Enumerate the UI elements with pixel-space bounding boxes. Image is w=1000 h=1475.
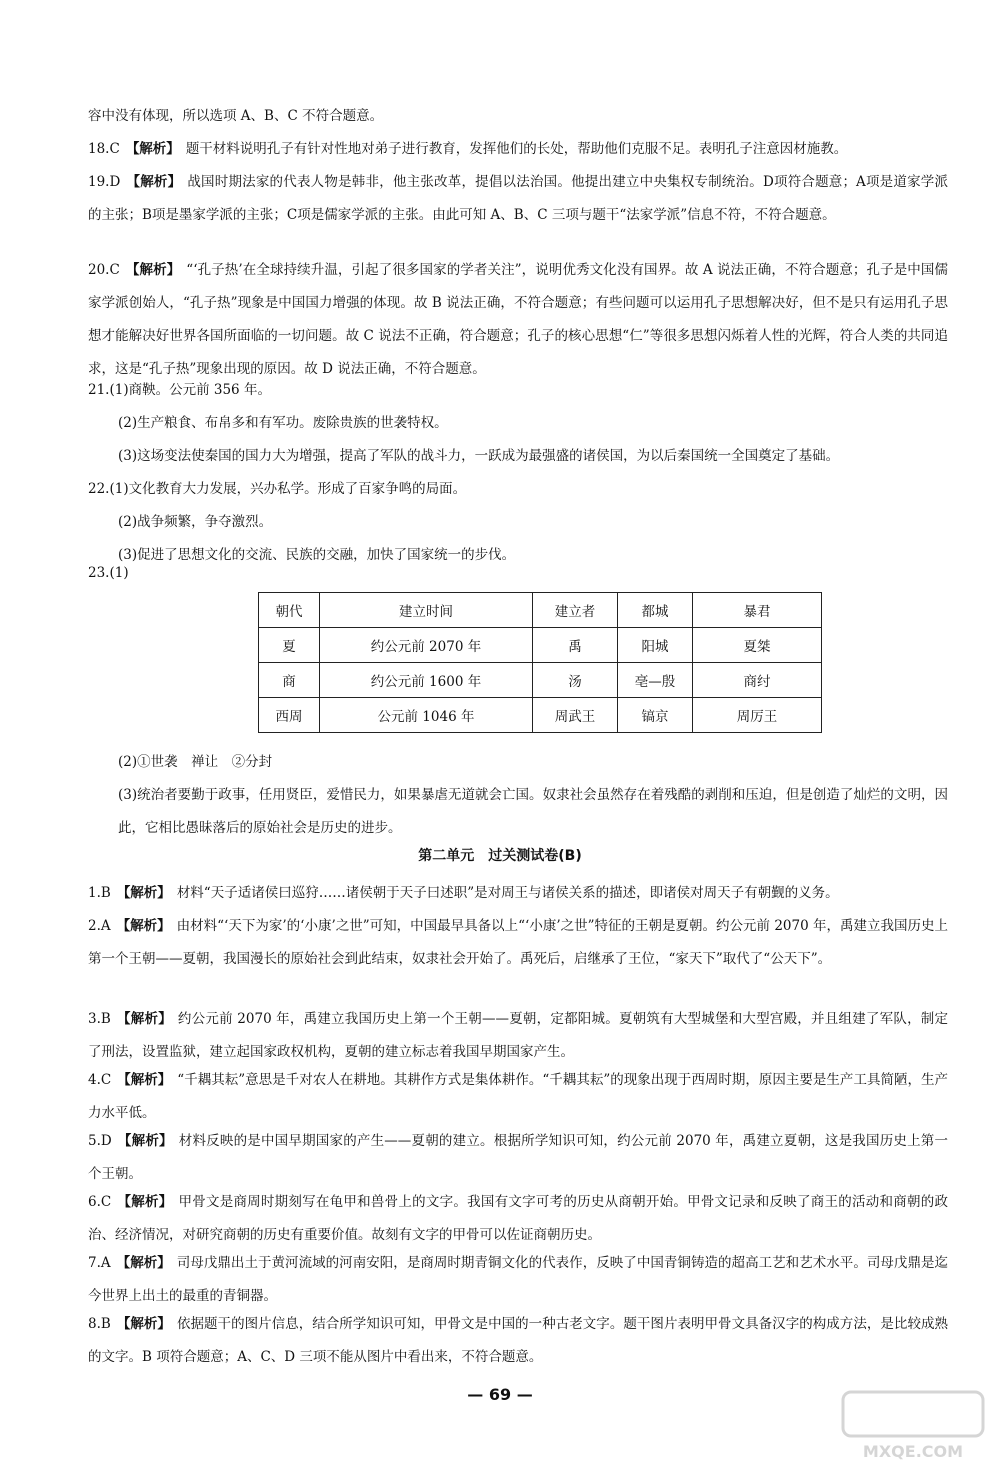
answer-text: “千耦其耘”意思是千对农人在耕地。其耕作方式是集体耕作。“千耦其耘”的现象出现于西周时期，原因主要是生产工具简陋，生产力水平低。 [88, 1072, 949, 1121]
answer-b3 [88, 1003, 948, 1069]
answer-text: 甲骨文是商周时期刻写在龟甲和兽骨上的文字。我国有文字可考的历史从商朝开始。甲骨文记录和反映了商王的活动和商朝的政治、经济情况，对研究商朝的历史有重要价值。故刻有文字的甲骨可以佐证商朝历史。 [88, 1194, 949, 1243]
analysis-tag: 【解析】 [116, 1255, 171, 1271]
analysis-tag: 【解析】 [125, 141, 180, 157]
answer-23-1: 23.(1) [88, 565, 129, 581]
analysis-tag: 【解析】 [116, 918, 171, 934]
analysis-tag: 【解析】 [116, 1011, 172, 1027]
dynasty-table [258, 592, 822, 733]
answer-number: 6.C [88, 1194, 112, 1210]
table-row [259, 698, 822, 733]
answer-b6 [88, 1186, 948, 1252]
analysis-tag: 【解析】 [117, 1194, 173, 1210]
answer-23-3: (3)统治者要勤于政事，任用贤臣，爱惜民力，如果暴虐无道就会亡国。奴隶社会虽然存在着残酷的剥削和压迫，但是创造了灿烂的文明，因此，它相比愚昧落后的原始社会是历史的进步。 [118, 787, 948, 836]
answer-number: 18.C [88, 141, 120, 157]
answer-number: 5.D [88, 1133, 112, 1149]
table-cell: 夏 [259, 628, 320, 663]
table-cell: 约公元前 2070 年 [320, 628, 533, 663]
answer-b1 [88, 877, 948, 910]
table-cell: 周武王 [533, 698, 618, 733]
table-cell: 禹 [533, 628, 618, 663]
answer-b2 [88, 910, 948, 976]
answer-22-2: (2)战争频繁，争夺激烈。 [118, 514, 273, 530]
answer-20 [88, 254, 948, 386]
table-cell: 夏桀 [693, 628, 822, 663]
answer-text: 依据题干的图片信息，结合所学知识可知，甲骨文是中国的一种古老文字。题干图片表明甲骨文具备汉字的构成方法，是比较成熟的文字。B 项符合题意；A、C、D 三项不能从图片中看出来，不符合题意。 [88, 1316, 949, 1365]
text: 容中没有体现，所以选项 A、B、C 不符合题意。 [88, 108, 384, 124]
table-cell: 周厉王 [693, 698, 822, 733]
section-title: 第二单元 过关测试卷(B) [418, 848, 582, 864]
analysis-tag: 【解析】 [117, 1072, 172, 1088]
table-cell: 西周 [259, 698, 320, 733]
answer-text: 由材料“‘天下为家’的‘小康’之世”可知，中国最早具备以上“‘小康’之世”特征的王朝是夏朝。约公元前 2070 年，禹建立我国历史上第一个王朝——夏朝，我国漫长的原始社会到此结束，奴隶社会开始了。禹死后，启继承了王位，“家天下”取代了“公天下”。 [88, 918, 949, 967]
table-cell: 镐京 [618, 698, 693, 733]
answer-text: 材料反映的是中国早期国家的产生——夏朝的建立。根据所学知识可知，约公元前 2070 年，禹建立夏朝，这是我国历史上第一个王朝。 [88, 1133, 949, 1182]
page-number: — 69 — [467, 1385, 533, 1404]
watermark-logo [838, 1387, 988, 1467]
answer-number: 8.B [88, 1316, 111, 1332]
table-cell: 约公元前 1600 年 [320, 663, 533, 698]
table-row [259, 663, 822, 698]
answer-text: 约公元前 2070 年，禹建立我国历史上第一个王朝——夏朝，定都阳城。夏朝筑有大型城堡和大型宫殿，并且组建了军队，制定了刑法，设置监狱，建立起国家政权机构，夏朝的建立标志着我国早期国家产生。 [88, 1011, 949, 1060]
answer-text: 题干材料说明孔子有针对性地对弟子进行教育，发挥他们的长处，帮助他们克服不足。表明孔子注意因材施教。 [185, 141, 848, 157]
answer-number: 1.B [88, 885, 111, 901]
table-header-cell: 朝代 [259, 593, 320, 628]
answer-number: 7.A [88, 1255, 111, 1271]
answer-23-2: (2)①世袭 禅让 ②分封 [118, 754, 273, 770]
analysis-tag: 【解析】 [126, 174, 182, 190]
answer-22-1: 22.(1)文化教育大力发展，兴办私学。形成了百家争鸣的局面。 [88, 481, 467, 497]
answer-number: 4.C [88, 1072, 112, 1088]
answer-21-1: 21.(1)商鞅。公元前 356 年。 [88, 382, 271, 398]
table-cell: 亳—殷 [618, 663, 693, 698]
answer-22-3: (3)促进了思想文化的交流、民族的交融，加快了国家统一的步伐。 [118, 547, 516, 563]
answer-b8 [88, 1308, 948, 1374]
answer-21-3: (3)这场变法使秦国的国力大为增强，提高了军队的战斗力，一跃成为最强盛的诸侯国，为以后秦国统一全国奠定了基础。 [118, 448, 840, 464]
table-header-cell: 都城 [618, 593, 693, 628]
table-header-row [259, 593, 822, 628]
table-cell: 商纣 [693, 663, 822, 698]
table-cell: 汤 [533, 663, 618, 698]
table-cell: 商 [259, 663, 320, 698]
watermark-text: MXQE.COM [862, 1442, 964, 1461]
analysis-tag: 【解析】 [125, 262, 181, 278]
answer-number: 3.B [88, 1011, 111, 1027]
answer-number: 20.C [88, 262, 120, 278]
table-cell: 阳城 [618, 628, 693, 663]
table-cell: 公元前 1046 年 [320, 698, 533, 733]
answer-text: 司母戊鼎出土于黄河流域的河南安阳，是商周时期青铜文化的代表作，反映了中国青铜铸造的超高工艺和艺术水平。司母戊鼎是迄今世界上出土的最重的青铜器。 [88, 1255, 949, 1304]
table-header-cell: 暴君 [693, 593, 822, 628]
answer-text: “‘孔子热’在全球持续升温，引起了很多国家的学者关注”，说明优秀文化没有国界。故 A 说法正确，不符合题意；孔子是中国儒家学派创始人，“孔子热”现象是中国国力增强的体现。故 B 说法正确，不符合题意；有些问题可以运用孔子思想解决好，但不是只有运用孔子思想才能解决好世界各国所面临的一切问题。故 C 说法不正确，符合题意；孔子的核心思想“仁”等很多思想闪烁着人性的光辉，符合人类的共同追求，这是“孔子热”现象出现的原因。故 D 说法正确，不符合题意。 [88, 262, 949, 377]
analysis-tag: 【解析】 [117, 1133, 173, 1149]
answer-b4 [88, 1064, 948, 1130]
analysis-tag: 【解析】 [116, 885, 171, 901]
answer-18 [88, 133, 948, 166]
table-header-cell: 建立时间 [320, 593, 533, 628]
answer-number: 2.A [88, 918, 111, 934]
answer-b5 [88, 1125, 948, 1191]
paragraph-17-cont [88, 100, 948, 133]
table-header-cell: 建立者 [533, 593, 618, 628]
table-row [259, 628, 822, 663]
answer-b7 [88, 1247, 948, 1313]
answer-number: 19.D [88, 174, 121, 190]
analysis-tag: 【解析】 [116, 1316, 171, 1332]
answer-text: 战国时期法家的代表人物是韩非，他主张改革，提倡以法治国。他提出建立中央集权专制统治。D项符合题意；A项是道家学派的主张；B项是墨家学派的主张；C项是儒家学派的主张。由此可知 A、B、C 三项与题干“法家学派”信息不符，不符合题意。 [88, 174, 948, 223]
answer-21-2: (2)生产粮食、布帛多和有军功。废除贵族的世袭特权。 [118, 415, 448, 431]
answer-19 [88, 166, 948, 232]
answer-text: 材料“天子适诸侯曰巡狩……诸侯朝于天子曰述职”是对周王与诸侯关系的描述，即诸侯对周天子有朝觐的义务。 [176, 885, 839, 901]
